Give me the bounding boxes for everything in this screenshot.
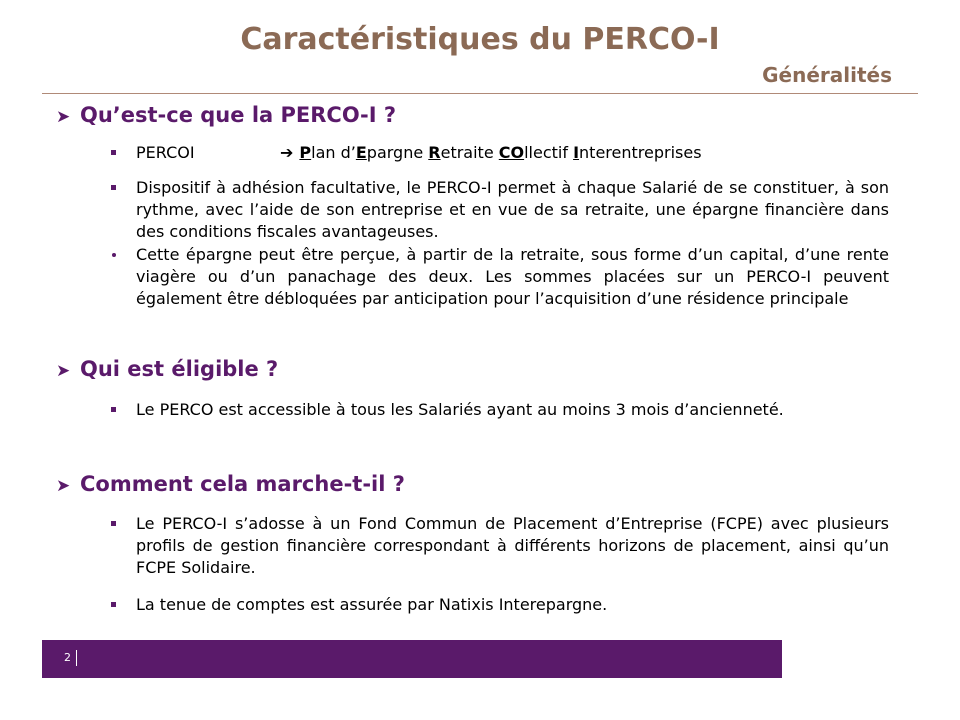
- bullet-text: La tenue de comptes est assurée par Natixis Interepargne.: [136, 595, 608, 614]
- list-item: [109, 244, 889, 310]
- list-item: [109, 513, 889, 579]
- acronym-letter: E: [355, 143, 367, 162]
- bullet-text: Cette épargne peut être perçue, à partir de la retraite, sous forme d’un capital, d’une rente viagère ou d’un panachage des deux. Les sommes placées sur un PERCO-I peuvent également être débloquées par anticipation pour l’acquisition d’une résidence principale: [136, 245, 889, 308]
- footer-separator: [76, 650, 77, 666]
- right-arrow-icon: ➔: [280, 143, 294, 162]
- acronym-term: PERCOI: [136, 143, 195, 162]
- bullet-text: [136, 142, 889, 164]
- list-item: [109, 594, 889, 616]
- square-bullet-icon: [109, 513, 121, 535]
- arrow-bullet-icon: ➤: [56, 361, 71, 381]
- acronym-rest: llectif: [524, 143, 574, 162]
- bullet-text: Dispositif à adhésion facultative, le PERCO-I permet à chaque Salarié de se constituer, à son rythme, avec l’aide de son entreprise et en vue de sa retraite, une épargne financière dans des conditions fiscales avantageuses.: [136, 178, 889, 241]
- section-heading-text: Comment cela marche-t-il ?: [80, 472, 405, 496]
- section-heading-how: [56, 472, 405, 496]
- arrow-bullet-icon: ➤: [56, 107, 71, 127]
- acronym-rest: etraite: [440, 143, 499, 162]
- acronym-rest: lan d’: [311, 143, 356, 162]
- square-bullet-icon: [109, 177, 121, 199]
- list-item: [109, 177, 889, 243]
- page-title: Caractéristiques du PERCO-I: [240, 22, 720, 57]
- page-number: 2: [64, 651, 71, 664]
- acronym-letter: R: [428, 143, 441, 162]
- section-heading-text: Qui est éligible ?: [80, 357, 279, 381]
- list-item: [109, 399, 889, 421]
- section-heading-text: Qu’est-ce que la PERCO-I ?: [80, 103, 397, 127]
- arrow-bullet-icon: ➤: [56, 476, 71, 496]
- bullet-text: Le PERCO-I s’adosse à un Fond Commun de Placement d’Entreprise (FCPE) avec plusieurs profils de gestion financière correspondant à différents horizons de placement, ainsi qu’un FCPE Solidaire.: [136, 514, 889, 577]
- square-bullet-icon: [109, 594, 121, 616]
- list-item-acronym: [109, 142, 889, 164]
- acronym-rest: nterentreprises: [579, 143, 702, 162]
- bullet-text: Le PERCO est accessible à tous les Salariés ayant au moins 3 mois d’ancienneté.: [136, 400, 784, 419]
- header-divider: [42, 93, 918, 94]
- acronym-letter: CO: [498, 143, 525, 162]
- acronym-letter: P: [299, 143, 312, 162]
- section-heading-eligible: [56, 357, 278, 381]
- square-bullet-icon: [109, 399, 121, 421]
- section-heading-what: [56, 103, 396, 127]
- footer-bar: [42, 640, 782, 678]
- acronym-letter: I: [573, 143, 580, 162]
- acronym-rest: pargne: [366, 143, 429, 162]
- square-bullet-icon: [109, 142, 121, 164]
- page-subtitle: Généralités: [762, 63, 892, 87]
- round-bullet-icon: [109, 244, 121, 266]
